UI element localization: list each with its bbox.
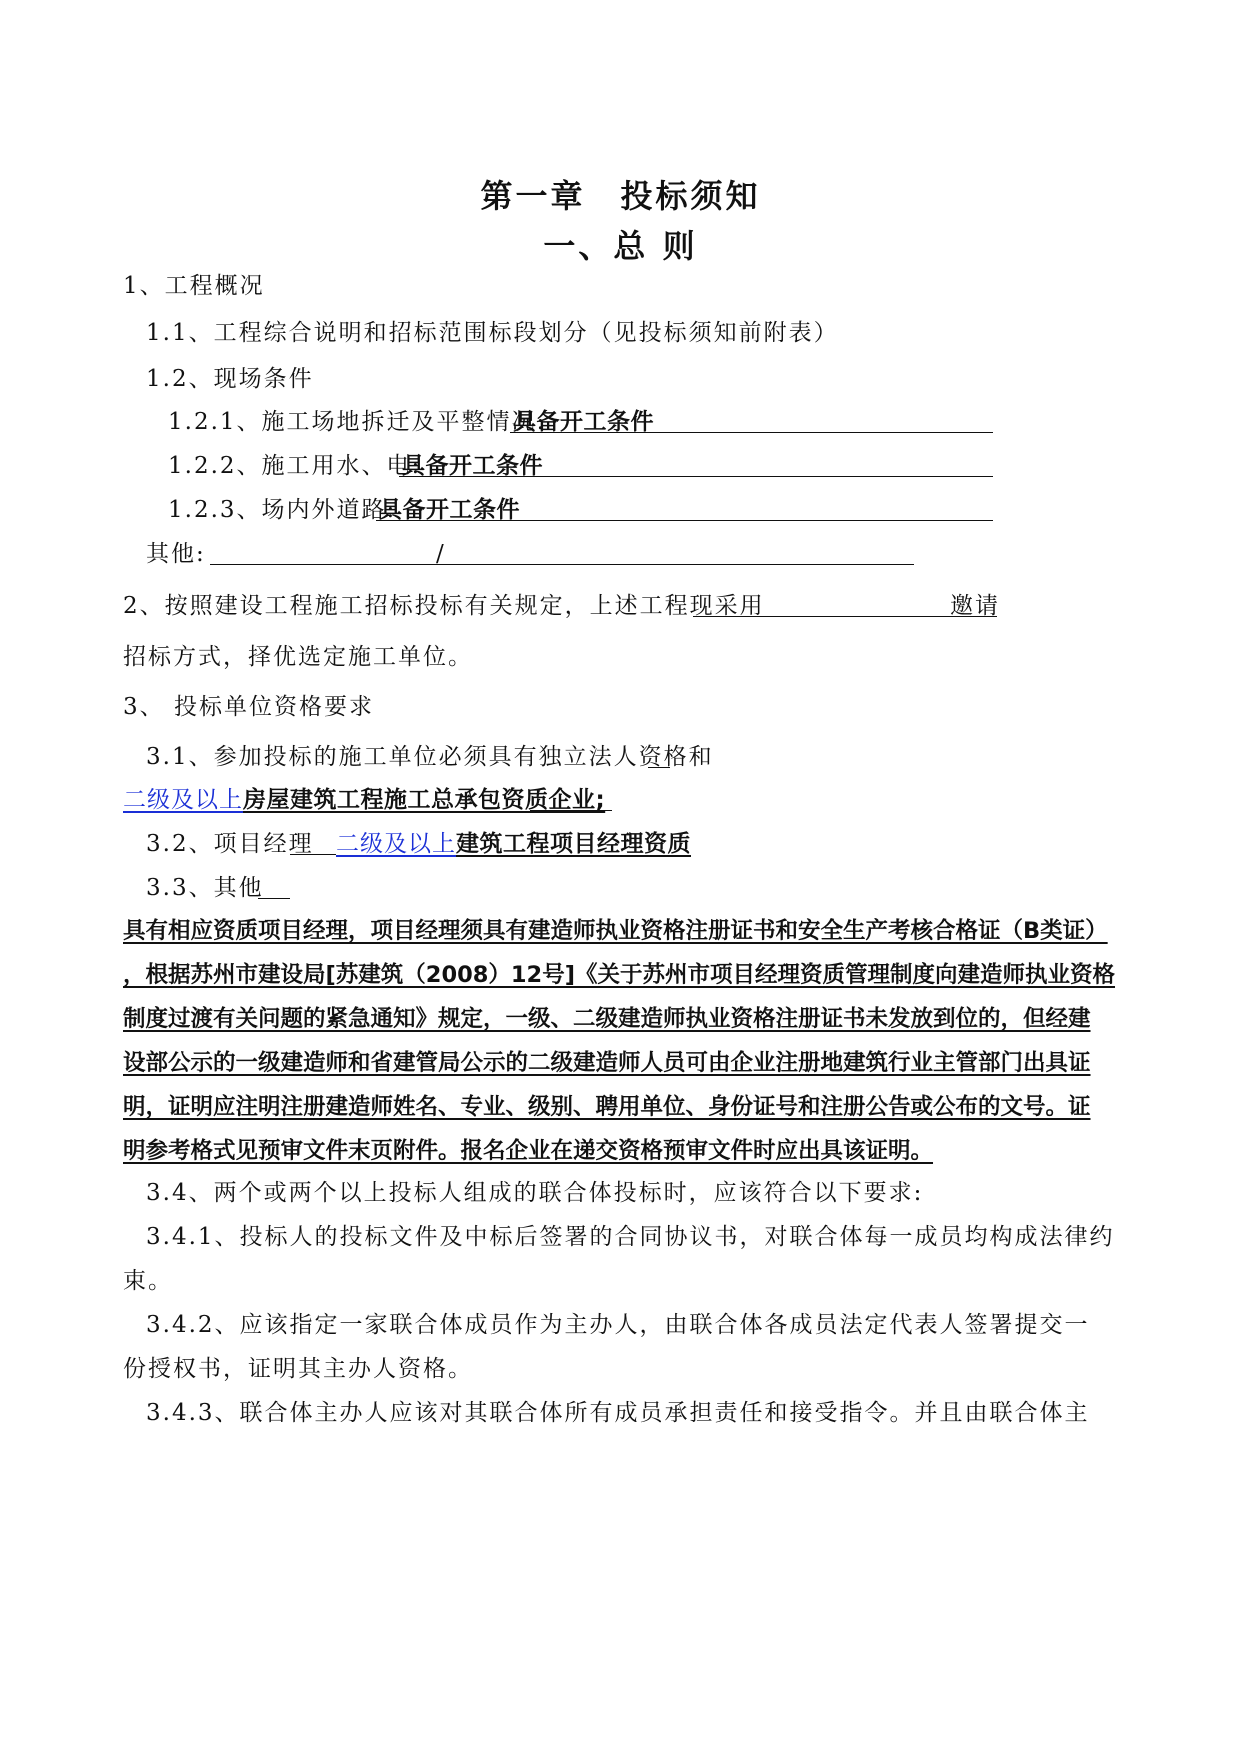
clause-1-2-3-label: 1.2.3、场内外道路: [168, 497, 397, 523]
clause-1-2-1-value: 具备开工条件 [513, 409, 654, 435]
clause-3-3-label: 3.3、其他 [146, 875, 264, 901]
fill-line [210, 564, 914, 565]
other-requirements-line-5: 明，证明应注明注册建造师姓名、专业、级别、聘用单位、身份证号和注册公告或公布的文号。证 [123, 1094, 1091, 1120]
section-title: 一、总 则 [543, 227, 698, 265]
clause-3-4: 3.4、两个或两个以上投标人组成的联合体投标时，应该符合以下要求: [146, 1180, 924, 1206]
other-requirements-line-3: 制度过渡有关问题的紧急通知》规定，一级、二级建造师执业资格注册证书未发放到位的，但经建 [123, 1006, 1091, 1032]
clause-1-2-2-value: 具备开工条件 [402, 453, 543, 479]
pm-qualification: 建筑工程项目经理资质 [456, 831, 691, 857]
fill-line [376, 520, 993, 521]
clause-2-line1: 2、按照建设工程施工招标投标有关规定，上述工程现采用 [123, 593, 765, 619]
bidding-method: 邀请 [950, 593, 1000, 619]
other-value: / [436, 541, 446, 567]
other-requirements-line-2: ，根据苏州市建设局[苏建筑（2008）12号]《关于苏州市项目经理资质管理制度向建造师执业资格 [123, 962, 1116, 988]
other-label: 其他: [146, 541, 206, 567]
fill-line [258, 898, 290, 899]
other-requirements-line-6: 明参考格式见预审文件末页附件。报名企业在递交资格预审文件时应出具该证明。 [123, 1138, 934, 1164]
pm-grade: 二级及以上 [336, 831, 456, 857]
other-requirements-line-4: 设部公示的一级建造师和省建管局公示的二级建造师人员可由企业注册地建筑行业主管部门出具证 [123, 1050, 1091, 1076]
fill-line [648, 767, 670, 768]
fill-line [290, 854, 336, 855]
grade-requirement: 二级及以上 [123, 787, 243, 813]
other-requirements-line-1: 具有相应资质项目经理，项目经理须具有建造师执业资格注册证书和安全生产考核合格证（B类证） [123, 918, 1108, 944]
clause-3-4-2-line-1: 3.4.2、应该指定一家联合体成员作为主办人，由联合体各成员法定代表人签署提交一 [146, 1312, 1090, 1338]
clause-1-2-3-value: 具备开工条件 [379, 497, 520, 523]
clause-3-2-value [336, 829, 691, 859]
chapter-title: 第一章 投标须知 [480, 177, 761, 215]
heading-qualification: 3、 投标单位资格要求 [123, 694, 374, 720]
clause-1-2-2-label: 1.2.2、施工用水、电: [168, 453, 422, 479]
qualification-text: 房屋建筑工程施工总承包资质企业; [243, 787, 606, 813]
fill-line [399, 476, 993, 477]
clause-1-2-1-label: 1.2.1、施工场地拆迁及平整情况: [168, 409, 547, 435]
fill-line [510, 432, 993, 433]
clause-3-1: 3.1、参加投标的施工单位必须具有独立法人资格和 [146, 744, 714, 770]
clause-1-2: 1.2、现场条件 [146, 366, 314, 392]
clause-3-4-1-line-2: 束。 [123, 1268, 173, 1294]
clause-3-4-3-line-1: 3.4.3、联合体主办人应该对其联合体所有成员承担责任和接受指令。并且由联合体主 [146, 1400, 1090, 1426]
clause-3-2-label: 3.2、项目经理 [146, 831, 314, 857]
clause-2-line2: 招标方式，择优选定施工单位。 [123, 644, 473, 670]
clause-1-1: 1.1、工程综合说明和招标范围标段划分（见投标须知前附表） [146, 320, 839, 346]
clause-3-4-1-line-1: 3.4.1、投标人的投标文件及中标后签署的合同协议书，对联合体每一成员均构成法律约 [146, 1224, 1115, 1250]
clause-3-4-2-line-2: 份授权书，证明其主办人资格。 [123, 1356, 473, 1382]
heading-project-overview: 1、工程概况 [123, 273, 265, 299]
fill-line [530, 810, 612, 811]
